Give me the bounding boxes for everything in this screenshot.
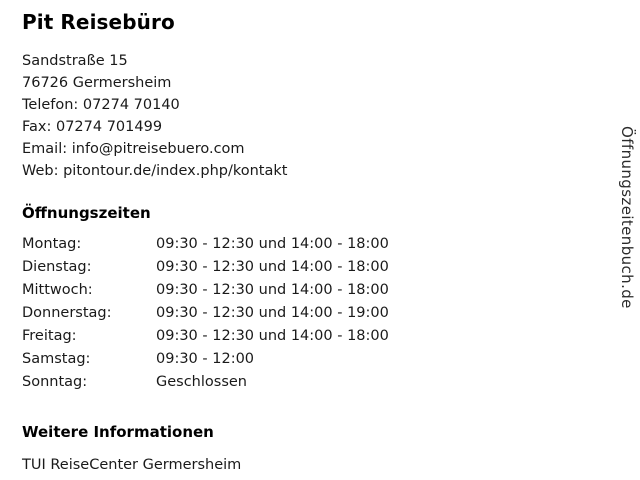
- page-title: Pit Reisebüro: [22, 10, 175, 34]
- hours-day-label: Sonntag:: [22, 374, 88, 390]
- address-line-email: Email: info@pitreisebuero.com: [22, 141, 245, 157]
- hours-time-value: 09:30 - 12:00: [156, 351, 255, 367]
- table-row: [22, 259, 389, 282]
- address-line-city: 76726 Germersheim: [22, 75, 172, 91]
- watermark-label: Öffnungszeitenbuch.de: [618, 126, 636, 309]
- hours-time-value: 09:30 - 12:30 und 14:00 - 18:00: [156, 328, 389, 344]
- hours-time-value: Geschlossen: [156, 374, 247, 390]
- further-info-text: TUI ReiseCenter Germersheim: [22, 457, 242, 473]
- hours-day-label: Freitag:: [22, 328, 77, 344]
- hours-time-value: 09:30 - 12:30 und 14:00 - 18:00: [156, 259, 389, 275]
- hours-day-label: Mittwoch:: [22, 282, 93, 298]
- hours-day-label: Samstag:: [22, 351, 91, 367]
- table-row: [22, 305, 389, 328]
- hours-time-value: 09:30 - 12:30 und 14:00 - 18:00: [156, 282, 389, 298]
- address-line-web: Web: pitontour.de/index.php/kontakt: [22, 163, 288, 179]
- business-info-block: [22, 10, 582, 475]
- table-row: [22, 374, 389, 397]
- address-line-street: Sandstraße 15: [22, 53, 128, 69]
- opening-hours-table: [22, 236, 389, 397]
- further-info-heading: Weitere Informationen: [22, 423, 214, 441]
- table-row: [22, 328, 389, 351]
- hours-day-label: Montag:: [22, 236, 82, 252]
- hours-day-label: Donnerstag:: [22, 305, 112, 321]
- address-line-fax: Fax: 07274 701499: [22, 119, 163, 135]
- hours-day-label: Dienstag:: [22, 259, 92, 275]
- table-row: [22, 236, 389, 259]
- address-line-phone: Telefon: 07274 70140: [22, 97, 180, 113]
- table-row: [22, 282, 389, 305]
- hours-time-value: 09:30 - 12:30 und 14:00 - 19:00: [156, 305, 389, 321]
- opening-hours-heading: Öffnungszeiten: [22, 204, 151, 222]
- hours-time-value: 09:30 - 12:30 und 14:00 - 18:00: [156, 236, 389, 252]
- table-row: [22, 351, 389, 374]
